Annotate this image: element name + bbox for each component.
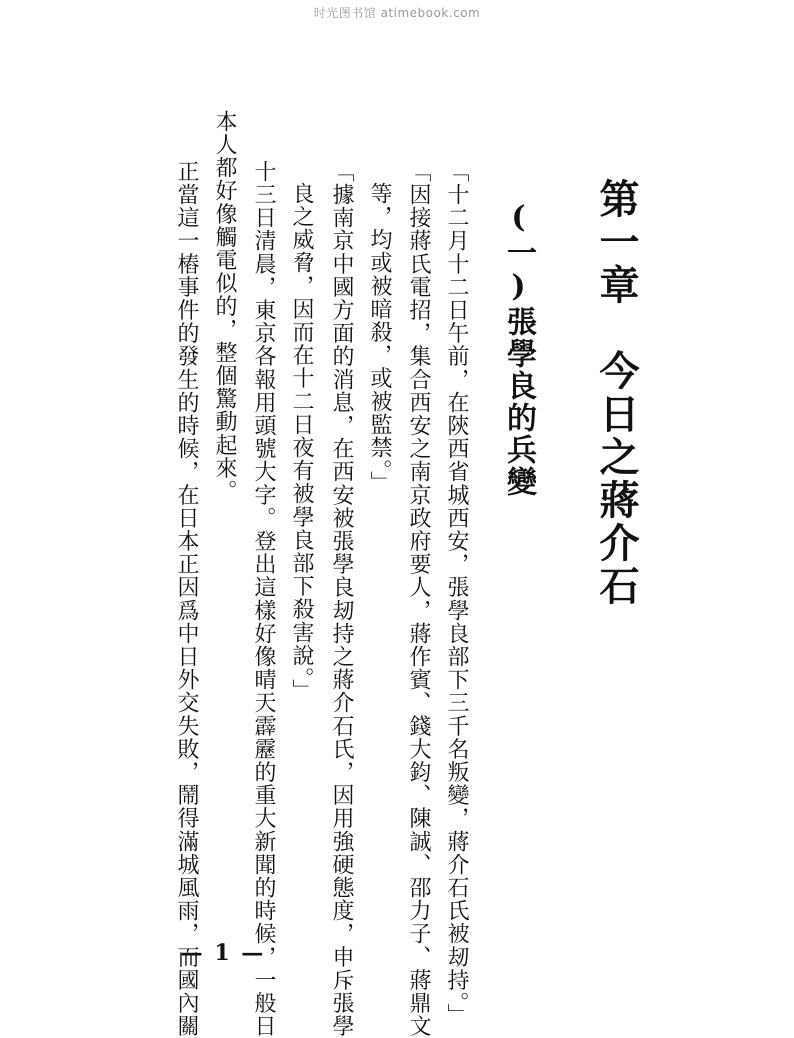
text-column-7: 本人都好像觸電似的，整個驚動起來。 <box>212 110 237 503</box>
watermark: 时光图书馆 atimebook.com <box>313 6 481 20</box>
chapter-title: 第一章 今日之蔣介石 <box>593 178 640 608</box>
text-column-5: 良之威脅，因而在十二日夜有被學良部下殺害說。」 <box>289 182 314 703</box>
text-column-2: 「因接蔣氏電招，集合西安之南京政府要人，蔣作賓、錢大鈞、陳誠、邵力子、蔣鼎文 <box>406 160 431 1038</box>
text-column-6: 十三日清晨，東京各報用頭號大字。登出這樣好像晴天霹靂的重大新聞的時候，一般日 <box>251 160 276 1038</box>
page-number: — 1 — <box>180 940 266 966</box>
text-column-1: 「十二月十二日午前，在陝西省城西安，張學良部下三千名叛變，蔣介石氏被刼持。」 <box>444 160 469 1027</box>
text-column-3: 等，均或被暗殺，或被監禁。」 <box>367 182 392 495</box>
text-column-4: 「據南京中國方面的消息，在西安被張學良刼持之蔣介石氏，因用強硬態度，申斥張學 <box>329 160 354 1038</box>
text-column-8: 正當這一樁事件的發生的時候，在日本正因爲中日外交失敗，鬧得滿城風雨，而國內關 <box>174 160 199 1038</box>
section-title: (一)張學良的兵變 <box>501 200 536 498</box>
